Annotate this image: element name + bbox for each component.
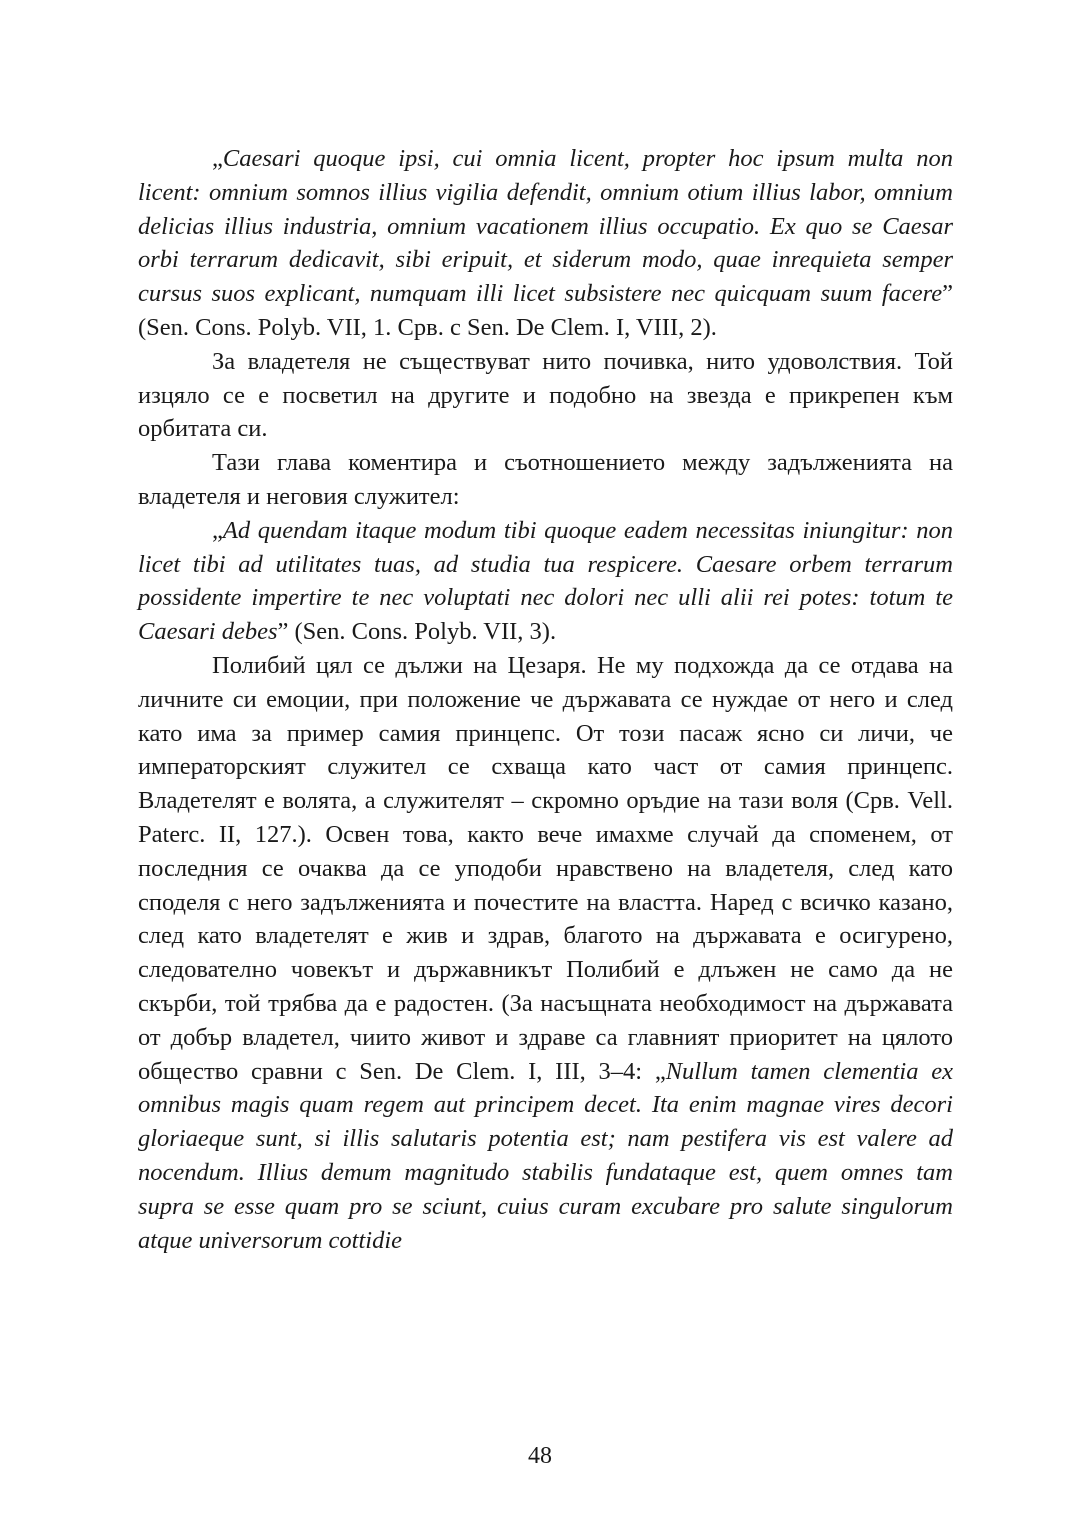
paragraph-chapter-comment: Тази глава коментира и съотношението между задълженията на владетеля и неговия служител:: [138, 449, 953, 510]
paragraph-quote-2: „Ad quendam itaque modum tibi quoque eadem necessitas iniungitur: non licet tibi ad utilitates tuas, ad studia tua respicere. Caesare orbem terrarum possidente impertire te nec voluptati nec dolori nec ulli alii rei potes: totum te Caesari debes” (Sen. Cons. Polyb. VII, 3).: [138, 516, 953, 646]
body-text: [138, 142, 953, 1257]
paragraph-ruler-duty: За владетеля не съществуват нито почивка, нито удоволствия. Той изцяло се е посветил на другите и подобно на звезда е прикрепен към орбитата си.: [138, 347, 953, 443]
paragraph-polybius: Полибий цял се дължи на Цезаря. Не му подхожда да се отдава на личните си емоции, при положение че държавата се нуждае от него и след като има за пример самия принцепс. От този пасаж ясно си личи, че императорският служител се схваща като част от самия принцепс. Владетелят е волята, а служителят – скромно оръдие на тази воля (Срв. Vell. Paterc. II, 127.). Освен това, както вече имахме случай да споменем, от последния се очаква да се уподоби нравствено на владетеля, след като споделя с него задълженията и почестите на властта. Наред с всичко казано, след като владетелят е жив и здрав, благото на държавата е осигурено, следователно човекът и държавникът Полибий е длъжен не само да не скърби, той трябва да е радостен. (За насъщната необходимост на държавата от добър владетел, чиито живот и здраве са главният приоритет на цялото общество сравни с Sen. De Clem. I, III, 3–4: „Nullum tamen clementia ex omnibus magis quam regem aut principem decet. Ita enim magnae vires decori gloriaeque sunt, si illis salutaris potentia est; nam pestifera vis est valere ad nocendum. Illius demum magnitudo stabilis fundataque est, quem omnes tam supra se esse quam pro se sciunt, cuius curam excubare pro salute singulorum atque universorum cottidie: [138, 651, 953, 1254]
paragraph-quote-1: „Caesari quoque ipsi, cui omnia licent, propter hoc ipsum multa non licent: omnium somnos illius vigilia defendit, omnium otium illius labor, omnium delicias illius industria, omnium vacationem illius occupatio. Ex quo se Caesar orbi terrarum dedicavit, sibi eripuit, et siderum modo, quae inrequieta semper cursus suos explicant, numquam illi licet subsistere nec quicquam suum facere” (Sen. Cons. Polyb. VII, 1. Срв. с Sen. De Clem. I, VIII, 2).: [138, 145, 953, 341]
page-number: 48: [528, 1443, 552, 1469]
